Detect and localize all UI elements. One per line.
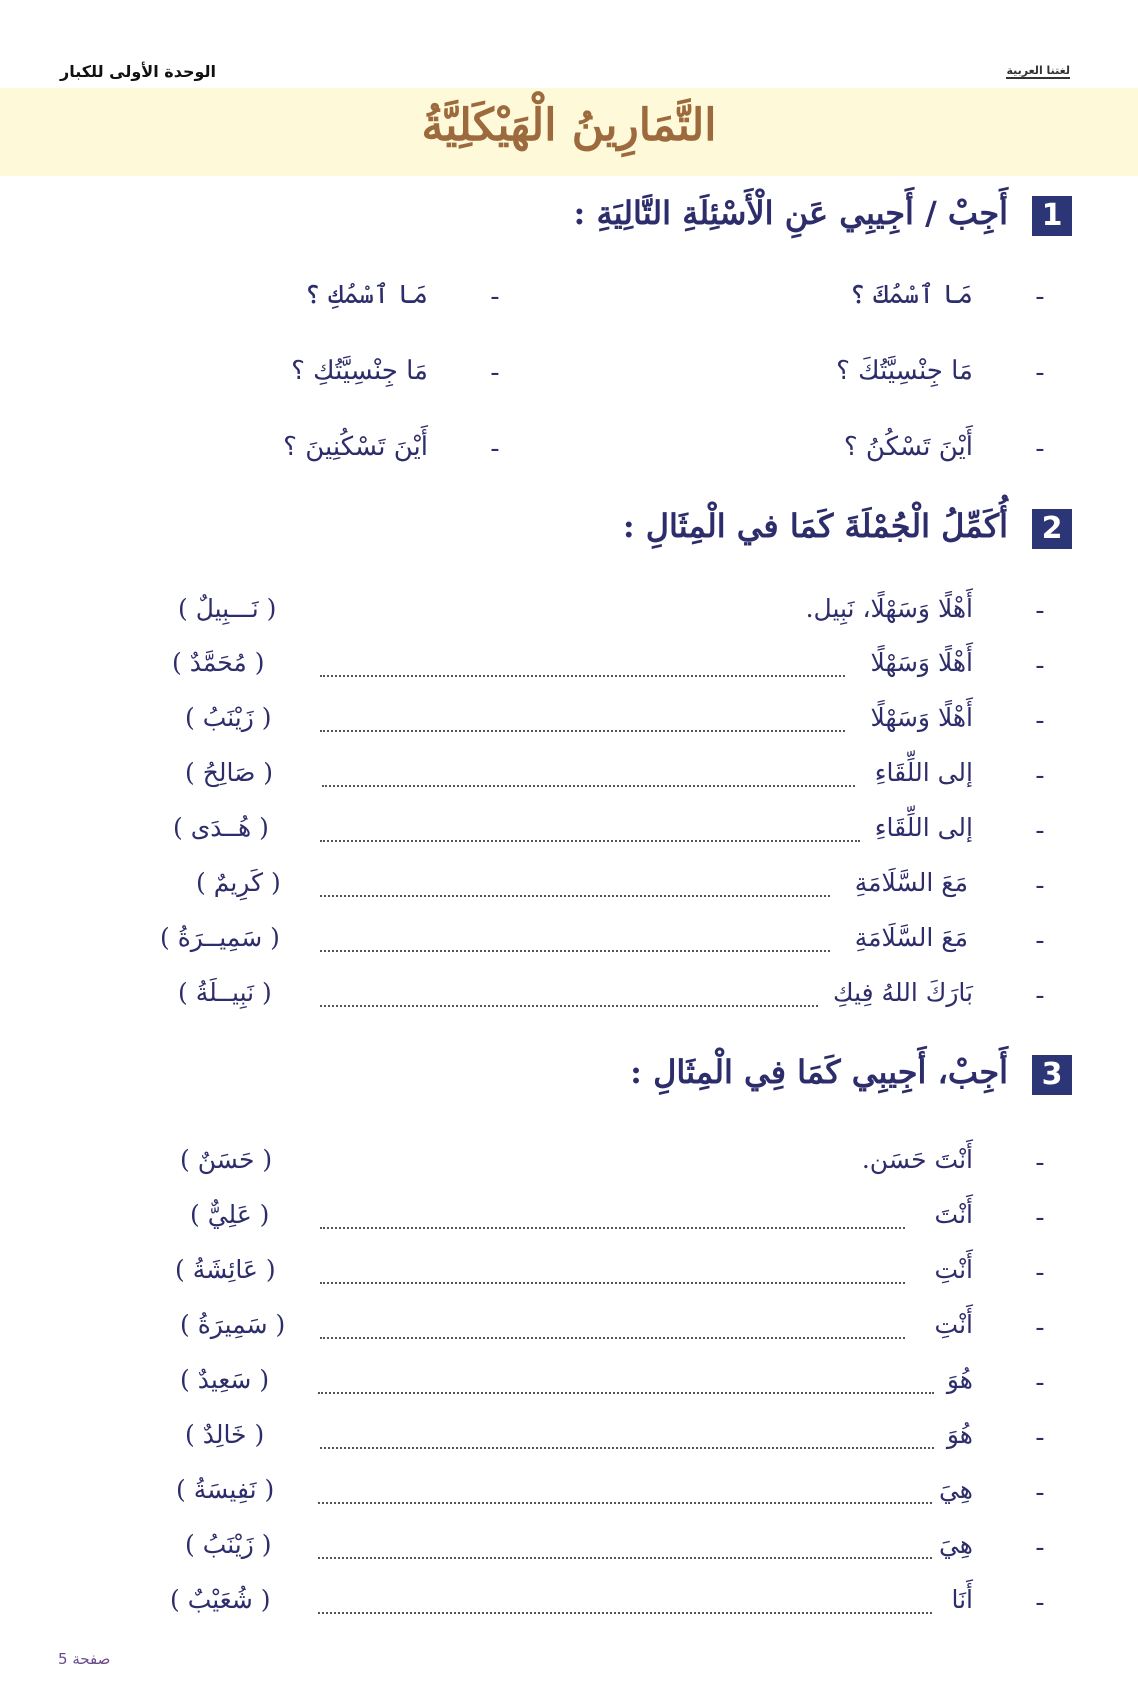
name-hint: ( نَـــبِيلٌ ) [178, 594, 277, 623]
dash: - [1035, 596, 1045, 626]
name-hint: ( صَالِحُ ) [185, 758, 274, 787]
question-right-1: مَا ٱسْمُكَ ؟ [849, 280, 973, 310]
name-hint: ( نَبِيــلَةُ ) [178, 978, 272, 1007]
page-number: صفحة 5 [58, 1650, 111, 1668]
example-sentence: أَنْتَ حَسَن. [861, 1145, 973, 1174]
dash: - [1035, 1148, 1045, 1178]
name-hint: ( زَيْنَبُ ) [185, 1530, 272, 1559]
section-title-3: أَجِبْ، أَجِيبِي كَمَا فِي الْمِثَالِ : [630, 1053, 1008, 1091]
section-title-1: أَجِبْ / أَجِيبِي عَنِ الْأَسْئِلَةِ التَّالِيَةِ : [573, 194, 1008, 232]
dash: - [1035, 1313, 1045, 1343]
exercise-sentence: أَهْلًا وَسَهْلًا [870, 703, 973, 732]
dash: - [1035, 1478, 1045, 1508]
unit-title: الوحدة الأولى للكبار [60, 62, 217, 81]
answer-line[interactable] [322, 785, 855, 787]
dash: - [1035, 1368, 1045, 1398]
question-left-3: أَيْنَ تَسْكُنِينَ ؟ [283, 432, 428, 462]
exercise-sentence: مَعَ السَّلَامَةِ [854, 923, 968, 952]
answer-line[interactable] [318, 1392, 934, 1394]
name-hint: ( خَالِدٌ ) [185, 1420, 265, 1449]
exercise-sentence: هِيَ [938, 1530, 973, 1559]
logo: لغتنا العربية [1006, 64, 1070, 77]
dash: - [1035, 816, 1045, 846]
answer-line[interactable] [320, 730, 845, 732]
answer-line[interactable] [320, 950, 830, 952]
question-left-2: مَا جِنْسِيَّتُكِ ؟ [291, 356, 428, 386]
dash: - [1035, 761, 1045, 791]
dash: - [1035, 1423, 1045, 1453]
name-hint: ( عَائِشَةُ ) [175, 1255, 276, 1284]
question-left-1: مَا ٱسْمُكِ ؟ [304, 280, 428, 310]
name-hint: ( سَمِيرَةُ ) [180, 1310, 286, 1339]
dash: - [1035, 358, 1045, 388]
exercise-sentence: أَنْتَ [934, 1200, 973, 1229]
answer-line[interactable] [318, 1612, 932, 1614]
name-hint: ( مُحَمَّدٌ ) [172, 648, 265, 677]
dash: - [1035, 926, 1045, 956]
answer-line[interactable] [320, 675, 845, 677]
dash: - [490, 358, 500, 388]
dash: - [1035, 981, 1045, 1011]
exercise-sentence: هُوَ [946, 1420, 973, 1449]
answer-line[interactable] [320, 1227, 905, 1229]
page-title: التَّمَارِينُ الْهَيْكَلِيَّةُ [421, 100, 717, 151]
name-hint: ( زَيْنَبُ ) [185, 703, 272, 732]
dash: - [490, 282, 500, 312]
answer-line[interactable] [318, 1502, 932, 1504]
dash: - [1035, 706, 1045, 736]
exercise-sentence: مَعَ السَّلَامَةِ [854, 868, 968, 897]
name-hint: ( هُــدَى ) [173, 813, 269, 842]
dash: - [1035, 1258, 1045, 1288]
dash: - [490, 434, 500, 464]
name-hint: ( شُعَيْبٌ ) [170, 1585, 271, 1614]
answer-line[interactable] [318, 1557, 932, 1559]
name-hint: ( عَلِيٌّ ) [190, 1200, 270, 1229]
exercise-sentence: أَنْتِ [934, 1310, 973, 1339]
exercise-sentence: إلى اللِّقَاءِ [874, 758, 973, 787]
name-hint: ( سَعِيدٌ ) [180, 1365, 270, 1394]
answer-line[interactable] [320, 840, 860, 842]
answer-line[interactable] [320, 1447, 934, 1449]
dash: - [1035, 651, 1045, 681]
answer-line[interactable] [320, 895, 830, 897]
example-sentence: أَهْلًا وَسَهْلًا، نَبِيل. [805, 594, 973, 623]
question-right-3: أَيْنَ تَسْكُنُ ؟ [843, 432, 973, 462]
exercise-sentence: بَارَكَ اللهُ فِيكِ [833, 978, 973, 1007]
dash: - [1035, 1533, 1045, 1563]
answer-line[interactable] [320, 1282, 905, 1284]
question-right-2: مَا جِنْسِيَّتُكَ ؟ [836, 356, 973, 386]
section-number-3: 3 [1032, 1055, 1072, 1095]
exercise-sentence: هُوَ [946, 1365, 973, 1394]
exercise-sentence: أَهْلًا وَسَهْلًا [870, 648, 973, 677]
answer-line[interactable] [320, 1337, 905, 1339]
exercise-sentence: أَنْتِ [934, 1255, 973, 1284]
answer-line[interactable] [320, 1005, 818, 1007]
name-hint: ( حَسَنٌ ) [180, 1145, 273, 1174]
dash: - [1035, 434, 1045, 464]
name-hint: ( سَمِيــرَةُ ) [160, 923, 280, 952]
section-number-1: 1 [1032, 196, 1072, 236]
exercise-sentence: هِيَ [938, 1475, 973, 1504]
name-hint: ( كَرِيمٌ ) [196, 868, 281, 897]
section-title-2: أُكَمِّلُ الْجُمْلَةَ كَمَا في الْمِثَالِ : [622, 507, 1008, 545]
dash: - [1035, 282, 1045, 312]
name-hint: ( نَفِيسَةُ ) [176, 1475, 275, 1504]
dash: - [1035, 1203, 1045, 1233]
exercise-sentence: إلى اللِّقَاءِ [874, 813, 973, 842]
dash: - [1035, 1588, 1045, 1618]
dash: - [1035, 871, 1045, 901]
exercise-sentence: أَنَا [951, 1585, 973, 1614]
section-number-2: 2 [1032, 509, 1072, 549]
